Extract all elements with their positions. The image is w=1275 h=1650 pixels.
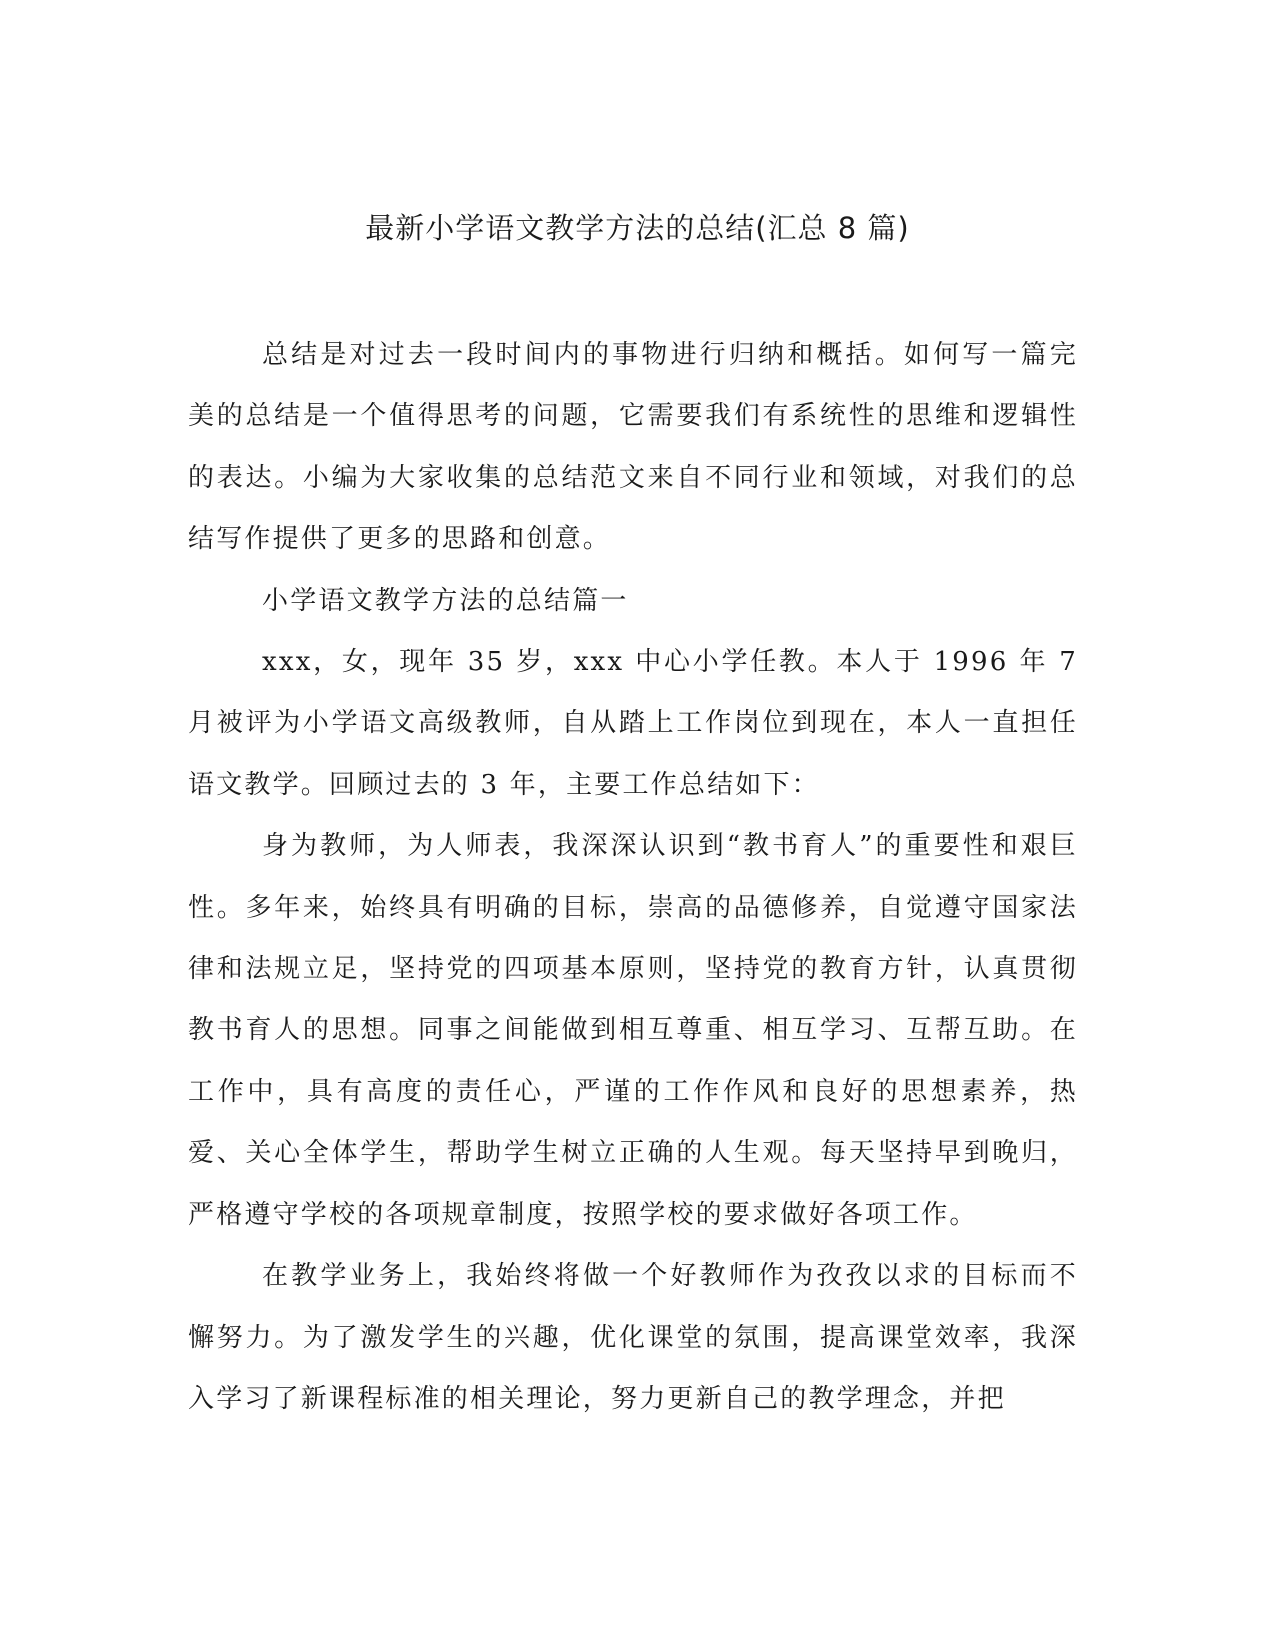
document-title: 最新小学语文教学方法的总结(汇总 8 篇) [365, 211, 910, 245]
body-paragraph: xxx，女，现年 35 岁，xxx 中心小学任教。本人于 1996 年 7 月被评为小学语文高级教师，自从踏上工作岗位到现在，本人一直担任语文教学。回顾过去的 3 年，主要工作总结如下： [188, 647, 1078, 800]
intro-paragraph: 总结是对过去一段时间内的事物进行归纳和概括。如何写一篇完美的总结是一个值得思考的问题，它需要我们有系统性的思维和逻辑性的表达。小编为大家收集的总结范文来自不同行业和领域，对我们的总结写作提供了更多的思路和创意。 [188, 340, 1078, 555]
body-paragraph: 身为教师，为人师表，我深深认识到“教书育人”的重要性和艰巨性。多年来，始终具有明确的目标，崇高的品德修养，自觉遵守国家法律和法规立足，坚持党的四项基本原则，坚持党的教育方针，认真贯彻教书育人的思想。同事之间能做到相互尊重、相互学习、互帮互助。在工作中，具有高度的责任心，严谨的工作作风和良好的思想素养，热爱、关心全体学生，帮助学生树立正确的人生观。每天坚持早到晚归，严格遵守学校的各项规章制度，按照学校的要求做好各项工作。 [188, 831, 1078, 1230]
body-paragraph: 在教学业务上，我始终将做一个好教师作为孜孜以求的目标而不懈努力。为了激发学生的兴趣，优化课堂的氛围，提高课堂效率，我深入学习了新课程标准的相关理论，努力更新自己的教学理念，并把 [188, 1261, 1078, 1414]
document-body [188, 325, 1078, 1430]
section-heading: 小学语文教学方法的总结篇一 [262, 585, 629, 616]
